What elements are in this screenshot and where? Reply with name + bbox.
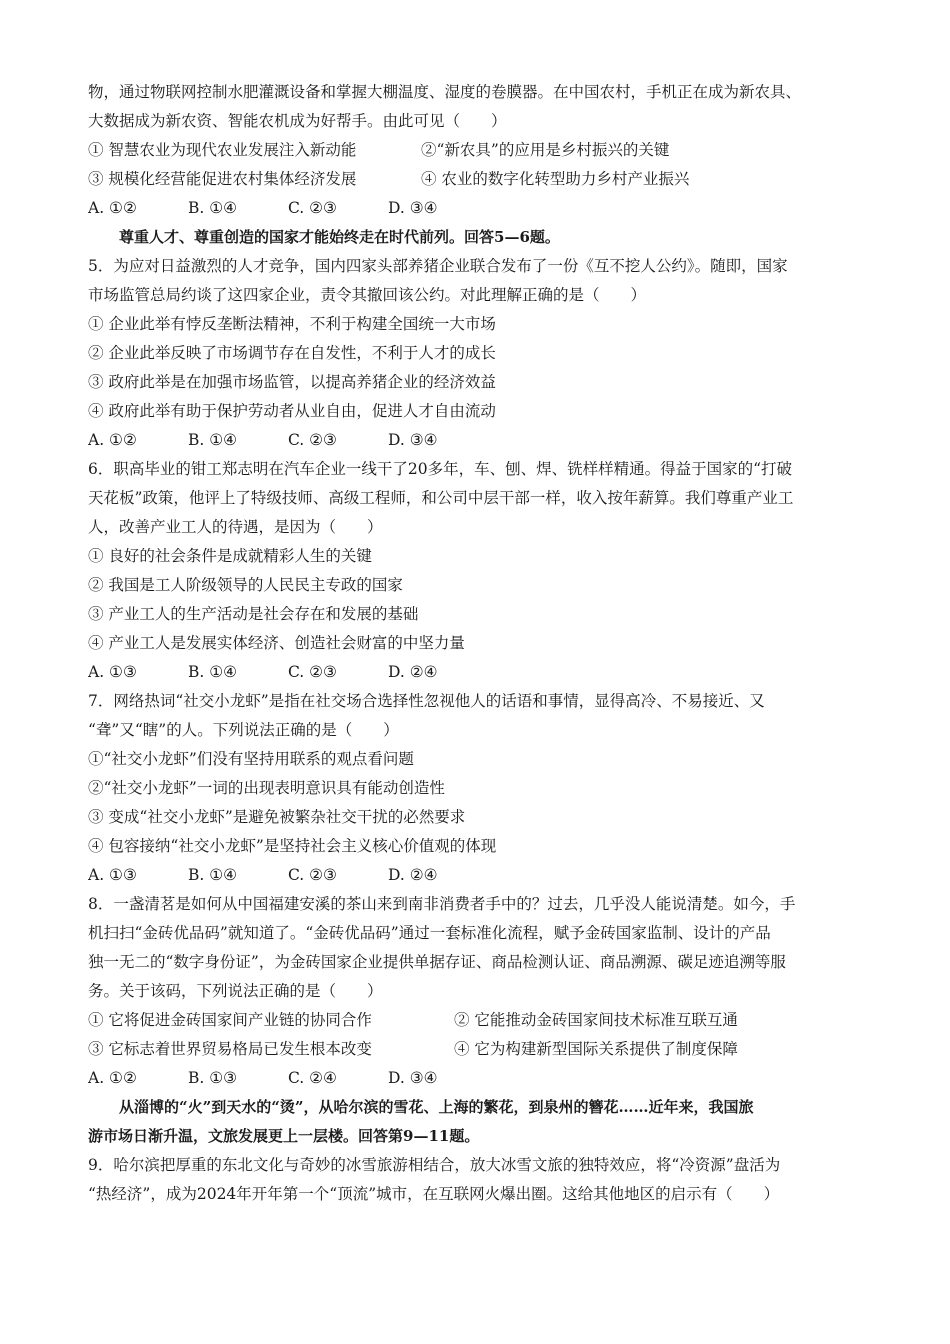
option-2: ② 企业此举反映了市场调节存在自发性，不利于人才的成长 [88,344,496,362]
option-2: ②“社交小龙虾”一词的出现表明意识具有能动创造性 [88,779,445,797]
answer-a: A. ①② [88,199,137,217]
question-6 [88,455,868,687]
question-9 [88,1151,868,1209]
answer-b: B. ①④ [188,663,238,681]
answer-a: A. ①③ [88,866,137,884]
option-3: ③ 它标志着世界贸易格局已发生根本改变 [88,1040,372,1058]
option-4: ④ 包容接纳“社交小龙虾”是坚持社会主义核心价值观的体现 [88,837,497,855]
exam-page [88,78,868,1209]
option-3: ③ 政府此举是在加强市场监管，以提高养猪企业的经济效益 [88,373,496,391]
option-row [88,1006,868,1035]
answer-a: A. ①③ [88,663,137,681]
answer-d: D. ③④ [388,431,438,449]
answer-d: D. ②④ [388,866,438,884]
option-4: ④ 政府此举有助于保护劳动者从业自由，促进人才自由流动 [88,402,496,420]
question-4 [88,78,868,223]
question-stem-line: 5．为应对日益激烈的人才竞争，国内四家头部养猪企业联合发布了一份《互不挖人公约》。随即，国家 [88,257,788,275]
answer-a: A. ①② [88,1069,137,1087]
answer-d: D. ③④ [388,1069,438,1087]
question-stem-line: 物，通过物联网控制水肥灌溉设备和掌握大棚温度、湿度的卷膜器。在中国农村，手机正在成为新农具、 [88,83,802,101]
section-intro-5-6: 尊重人才、尊重创造的国家才能始终走在时代前列。回答5—6题。 [119,228,560,246]
answer-d: D. ②④ [388,663,438,681]
question-7 [88,687,868,890]
answer-choices [88,658,868,687]
question-stem-line: 8．一盏清茗是如何从中国福建安溪的茶山来到南非消费者手中的？过去，几乎没人能说清楚。如今，手 [88,895,796,913]
option-3: ③ 产业工人的生产活动是社会存在和发展的基础 [88,605,419,623]
option-1: ① 它将促进金砖国家间产业链的协同合作 [88,1011,372,1029]
question-stem-line: 6．职高毕业的钳工郑志明在汽车企业一线干了20多年，车、刨、焊、铣样样精通。得益于国家的“打破 [88,460,793,478]
option-3: ③ 变成“社交小龙虾”是避免被繁杂社交干扰的必然要求 [88,808,466,826]
answer-b: B. ①④ [188,199,238,217]
answer-d: D. ③④ [388,199,438,217]
option-row [88,1035,868,1064]
answer-choices [88,426,868,455]
answer-c: C. ②③ [288,199,337,217]
answer-c: C. ②③ [288,431,337,449]
question-stem-line: 大数据成为新农资、智能农机成为好帮手。由此可见（ ） [88,112,507,130]
answer-b: B. ①③ [188,1069,238,1087]
answer-c: C. ②③ [288,663,337,681]
option-1: ① 企业此举有悖反垄断法精神，不利于构建全国统一大市场 [88,315,496,333]
question-stem-line: “热经济”，成为2024年开年第一个“顶流”城市，在互联网火爆出圈。这给其他地区的启示有（ ） [88,1185,780,1203]
option-row [88,136,868,165]
answer-b: B. ①④ [188,866,238,884]
question-stem-line: “聋”又“瞎”的人。下列说法正确的是（ ） [88,721,399,739]
option-2: ② 我国是工人阶级领导的人民民主专政的国家 [88,576,403,594]
answer-b: B. ①④ [188,431,238,449]
question-5 [88,252,868,455]
option-1: ① 良好的社会条件是成就精彩人生的关键 [88,547,372,565]
question-stem-line: 9．哈尔滨把厚重的东北文化与奇妙的冰雪旅游相结合，放大冰雪文旅的独特效应，将“冷资源”盘活为 [88,1156,781,1174]
option-1: ①“社交小龙虾”们没有坚持用联系的观点看问题 [88,750,414,768]
question-stem-line: 天花板”政策，他评上了特级技师、高级工程师，和公司中层干部一样，收入按年薪算。我们尊重产业工 [88,489,794,507]
answer-choices [88,861,868,890]
option-4: ④ 它为构建新型国际关系提供了制度保障 [454,1040,738,1058]
question-stem-line: 7．网络热词“社交小龙虾”是指在社交场合选择性忽视他人的话语和事情，显得高冷、不易接近、又 [88,692,765,710]
answer-a: A. ①② [88,431,137,449]
answer-choices [88,1064,868,1093]
answer-c: C. ②③ [288,866,337,884]
answer-c: C. ②④ [288,1069,337,1087]
option-4: ④ 产业工人是发展实体经济、创造社会财富的中坚力量 [88,634,465,652]
answer-choices [88,194,868,223]
question-stem-line: 独一无二的“数字身份证”，为金砖国家企业提供单据存证、商品检测认证、商品溯源、碳足迹追溯等服 [88,953,786,971]
question-8 [88,890,868,1093]
option-1: ① 智慧农业为现代农业发展注入新动能 [88,141,357,159]
section-intro-line: 游市场日渐升温，文旅发展更上一层楼。回答第9—11题。 [88,1127,480,1145]
option-3: ③ 规模化经营能促进农村集体经济发展 [88,170,357,188]
section-intro-line: 从淄博的“火”到天水的“烫”，从哈尔滨的雪花、上海的繁花，到泉州的簪花……近年来，我国旅 [119,1098,754,1116]
question-stem-line: 市场监管总局约谈了这四家企业，责令其撤回该公约。对此理解正确的是（ ） [88,286,647,304]
option-row [88,165,868,194]
option-4: ④ 农业的数字化转型助力乡村产业振兴 [421,170,690,188]
question-stem-line: 人，改善产业工人的待遇，是因为（ ） [88,518,383,536]
question-stem-line: 机扫扫“金砖优品码”就知道了。“金砖优品码”通过一套标准化流程，赋予金砖国家监制、设计的产品 [88,924,771,942]
option-2: ②“新农具”的应用是乡村振兴的关键 [421,141,670,159]
option-2: ② 它能推动金砖国家间技术标准互联互通 [454,1011,738,1029]
question-stem-line: 务。关于该码，下列说法正确的是（ ） [88,982,383,1000]
section-intro-9-11 [88,1093,868,1151]
